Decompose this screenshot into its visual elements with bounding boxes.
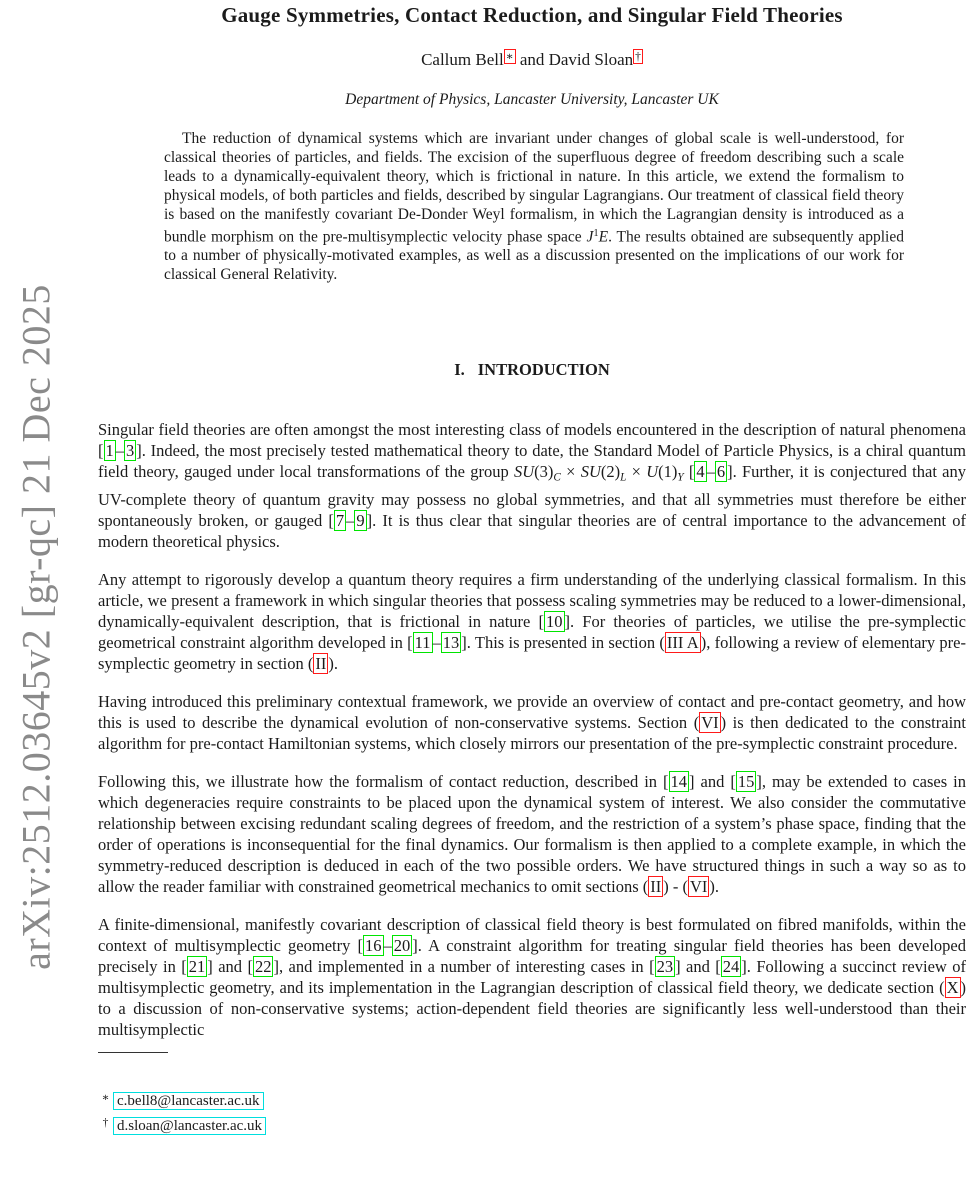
citation-link[interactable]: 14 — [670, 771, 688, 791]
footnote-rule — [98, 1052, 168, 1053]
math-inline: U — [646, 462, 659, 482]
citation-link[interactable]: 21 — [188, 956, 206, 976]
section-ref-link[interactable]: VI — [701, 712, 719, 732]
authors-line: Callum Bell ∗ and David Sloan † — [421, 50, 641, 70]
section-number: I. — [454, 360, 465, 380]
section-ref-link[interactable]: II — [315, 653, 327, 673]
section-ref-link[interactable]: VI — [690, 876, 708, 896]
email-link[interactable]: c.bell8@lancaster.ac.uk — [113, 1092, 264, 1110]
author-footnote-link[interactable]: ∗ — [505, 50, 514, 63]
introduction-body — [98, 419, 966, 1039]
citation-link[interactable]: 11 — [414, 632, 431, 652]
citation-link[interactable]: 22 — [254, 956, 272, 976]
math-inline: SU — [513, 462, 535, 482]
footnote-row — [98, 1112, 966, 1137]
body-paragraph: Having introduced this preliminary contextual framework, we provide an overview of contact and pre-contact geometry, and how this is used to describe the dynamical evolution of non-conservative systems. Section ( VI ) is then dedicated to the constraint algorithm for pre-contact Hamiltonian systems, which closely mirrors our presentation of the pre-symplectic constraint procedure. — [98, 691, 966, 753]
body-paragraph: Any attempt to rigorously develop a quantum theory requires a firm understanding of the underlying classical formalism. In this article, we present a framework in which singular theories that possess scaling symmetries may be reduced to a lower-dimensional, dynamically-equivalent description, that is frictional in nature [ 10 ]. For theories of particles, we utilise the pre-symplectic geometrical constraint algorithm developed in [ 11 – 13 ]. This is presented in section ( III A ), following a review of elementary pre-symplectic geometry in section ( II ). — [98, 569, 966, 673]
section-title: INTRODUCTION — [477, 360, 610, 380]
footnote-row — [98, 1087, 966, 1112]
math-subscript: Y — [677, 471, 684, 484]
section-ref-link[interactable]: X — [946, 977, 959, 997]
citation-link[interactable]: 6 — [716, 462, 726, 482]
citation-link[interactable]: 15 — [737, 771, 755, 791]
paper-content — [98, 0, 966, 1137]
citation-link[interactable]: 24 — [722, 956, 740, 976]
section-ref-link[interactable]: III A — [666, 632, 699, 652]
author-footnote-link[interactable]: † — [635, 50, 641, 63]
section-ref-link[interactable]: II — [650, 876, 662, 896]
citation-link[interactable]: 4 — [696, 462, 705, 482]
body-paragraph: A finite-dimensional, manifestly covariant description of classical field theory is best formulated on fibred manifolds, within the context of multisymplectic geometry [ 16 – 20 ]. A constraint algorithm for treating singular field theories has been developed precisely in [ 21 ] and [ 22 ], and implemented in a number of interesting cases in [ 23 ] and [ 24 ]. Following a succinct review of multisymplectic geometry, and its implementation in the Lagrangian description of classical field theory, we dedicate section ( X ) to a discussion of non-conservative systems; action-dependent field theories are significantly less well-understood than their multisymplectic — [98, 914, 966, 1039]
citation-link[interactable]: 3 — [126, 441, 135, 461]
math-inline: J — [586, 228, 594, 246]
math-subscript: C — [553, 471, 561, 484]
citation-link[interactable]: 9 — [356, 510, 365, 530]
footnote-marker: † — [102, 1116, 109, 1129]
arxiv-watermark: arXiv:2512.03645v2 [gr-qc] 21 Dec 2025 — [13, 284, 59, 970]
citation-link[interactable]: 23 — [656, 956, 674, 976]
affiliation-line: Department of Physics, Lancaster University, Lancaster UK — [345, 91, 719, 109]
body-paragraph: Singular field theories are often amongst the most interesting class of models encountered in the description of natural phenomena [ 1 – 3 ]. Indeed, the most precisely tested mathematical theory to date, the Standard Model of Particle Physics, is a chiral quantum field theory, gauged under local transformations of the group $SU(3)_C \times SU(2)_L \times U(1)_Y$ [ 4 – 6 ]. Further, it is conjectured that any UV-complete theory of quantum gravity may possess no global symmetries, and that all symmetries must therefore be either spontaneously broken, or gauged [ 7 – 9 ]. It is thus clear that singular theories are of central importance to the advancement of modern theoretical physics. — [98, 420, 967, 551]
citation-link[interactable]: 20 — [393, 935, 411, 955]
math-subscript: L — [620, 471, 627, 484]
citation-link[interactable]: 10 — [546, 611, 563, 631]
body-paragraph: Following this, we illustrate how the formalism of contact reduction, described in [ 14 ] and [ 15 ], may be extended to cases in which degeneracies require constraints to be placed upon the dynamical system of interest. We also consider the commutative relationship between excising redundant scaling degrees of freedom, and the restriction of a system’s phase space, finding that the order of operations is inconsequential for the final dynamics. Our formalism is then applied to a complete example, in which the symmetry-reduced description is deduced in each of the two possible orders. We have structured things in such a way so as to allow the reader familiar with constrained geometrical mechanics to omit sections ( II ) - ( VI ). — [98, 771, 966, 896]
math-inline: SU — [580, 462, 601, 482]
footnotes — [98, 1087, 966, 1137]
citation-link[interactable]: 1 — [105, 441, 114, 461]
abstract-text: The reduction of dynamical systems which are invariant under changes of global scale is well-understood, for classical theories of particles, and fields. The excision of the superfluous degree of freedom describing such a scale leads to a dynamically-equivalent theory, which is frictional in nature. In this article, we extend the formalism to physical models, of both particles and fields, described by singular Lagrangians. Our treatment of classical field theory is based on the manifestly covariant De-Donder Weyl formalism, in which the Lagrangian density is introduced as a bundle morphism on the pre-multisymplectic velocity phase space $J^1E$. The results obtained are subsequently applied to a number of physically-motivated examples, as well as a discussion presented on the implications of our work for classical General Relativity. — [164, 130, 904, 284]
email-link[interactable]: d.sloan@lancaster.ac.uk — [113, 1117, 266, 1135]
math-inline: E — [598, 228, 609, 246]
citation-link[interactable]: 16 — [365, 935, 382, 955]
section-heading — [98, 360, 966, 380]
citation-link[interactable]: 13 — [442, 632, 460, 652]
page-title: Gauge Symmetries, Contact Reduction, and Singular Field Theories — [221, 3, 843, 27]
footnote-marker: ∗ — [101, 1091, 110, 1104]
citation-link[interactable]: 7 — [335, 510, 345, 530]
math-superscript: 1 — [593, 228, 599, 240]
